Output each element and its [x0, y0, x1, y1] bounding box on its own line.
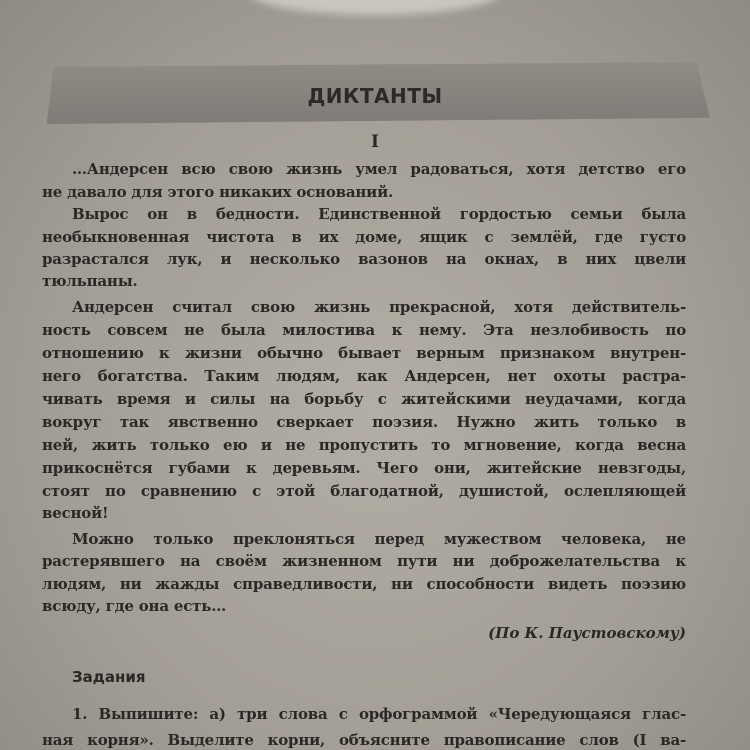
section-number: I	[371, 132, 379, 152]
text-line: разрастался лук, и несколько вазонов на окнах, в них цвели	[42, 250, 686, 268]
text-line: всюду, где она есть…	[42, 597, 227, 615]
page-title: ДИКТАНТЫ	[307, 84, 443, 108]
page-top-shadow	[250, 0, 500, 15]
text-line: отношению к жизни обычно бывает верным признаком внутрен-	[42, 344, 686, 362]
text-line: вокруг так явственно сверкает поэзия. Нужно жить только в	[42, 413, 686, 431]
text-line: необыкновенная чистота в их доме, ящик с землёй, где густо	[42, 228, 686, 246]
task-line: 1. Выпишите: а) три слова с орфограммой «Чередующаяся глас-	[72, 705, 686, 723]
text-line: людям, ни жажды справедливости, ни способности видеть поэзию	[42, 575, 686, 593]
text-line: стоят по сравнению с этой благодатной, душистой, ослепляющей	[42, 482, 686, 500]
text-line: Андерсен считал свою жизнь прекрасной, хотя действитель-	[72, 298, 686, 316]
tasks-heading: Задания	[72, 668, 146, 686]
text-line: него богатства. Таким людям, как Андерсен, нет охоты растра-	[42, 367, 686, 385]
text-line: ней, жить только ею и не пропустить то мгновение, когда весна	[42, 436, 686, 454]
text-line: чивать время и силы на борьбу с житейскими неудачами, когда	[42, 390, 686, 408]
author-attribution: (По К. Паустовскому)	[488, 624, 686, 642]
text-line: тюльпаны.	[42, 272, 138, 290]
text-line: весной!	[42, 504, 109, 522]
text-line: не давало для этого никаких оснований.	[42, 183, 394, 201]
text-line: ность совсем не была милостива к нему. Эта незлобивость по	[42, 321, 686, 339]
text-line: прикоснётся губами к деревьям. Чего они, житейские невзгоды,	[42, 459, 686, 477]
text-line: Можно только преклоняться перед мужеством человека, не	[72, 530, 686, 548]
text-line: …Андерсен всю свою жизнь умел радоваться, хотя детство его	[72, 160, 686, 178]
task-line: ная корня». Выделите корни, объясните правописание слов (I ва-	[42, 731, 686, 749]
text-line: Вырос он в бедности. Единственной гордостью семьи была	[72, 205, 686, 223]
text-line: растерявшего на своём жизненном пути ни доброжелательства к	[42, 552, 686, 570]
